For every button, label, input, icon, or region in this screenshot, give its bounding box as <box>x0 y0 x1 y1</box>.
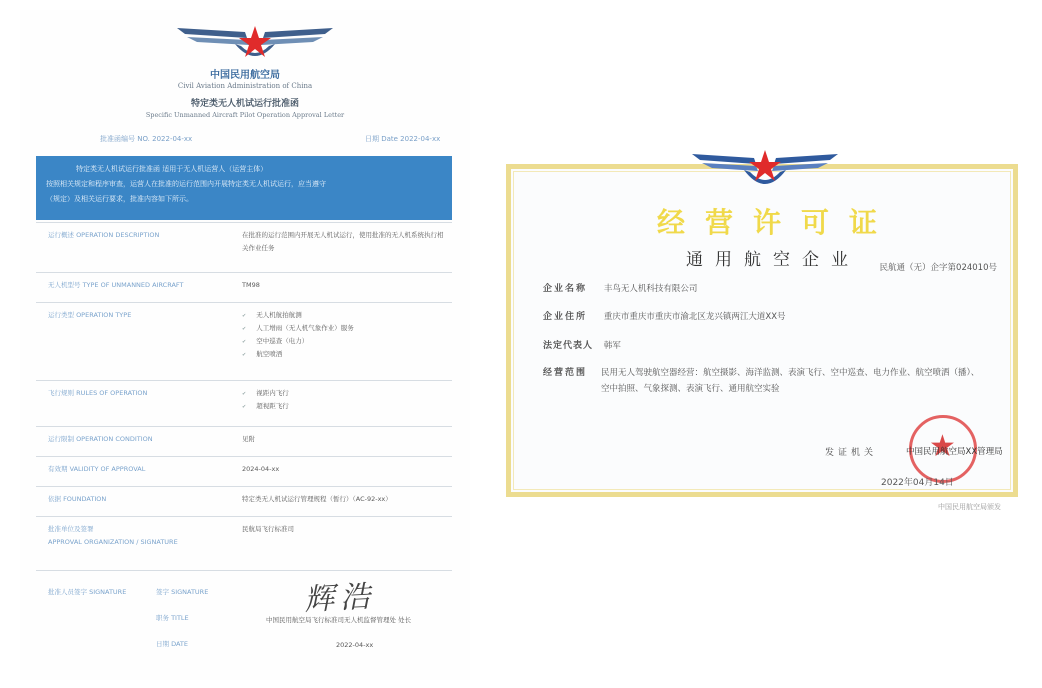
row-value: 2024-04-xx <box>242 465 280 473</box>
field-label: 经营范围 <box>543 368 588 378</box>
field-business-scope <box>543 365 981 397</box>
field-label: 法定代表人 <box>543 341 594 351</box>
row-label: 无人机型号 TYPE OF UNMANNED AIRCRAFT <box>48 281 184 289</box>
row-operation-type <box>36 302 452 380</box>
rules-list <box>242 387 447 413</box>
issue-date: 2022年04月14日 <box>881 478 954 488</box>
agency-name-cn: 中国民用航空局 <box>210 70 280 81</box>
intro-line: 按照相关规定和程序审查，运营人在批准的运行范围内开展特定类无人机试运行，应当遵守 <box>46 180 326 188</box>
issuer-name: 中国民用航空局XX管理局 <box>906 447 1003 457</box>
approval-number: 批准函编号 NO. 2022-04-xx <box>100 135 193 143</box>
row-validity <box>36 456 452 486</box>
row-value: 见附 <box>242 435 255 443</box>
row-label: 有效期 VALIDITY OF APPROVAL <box>48 465 146 473</box>
caac-wings-logo-icon <box>175 22 335 70</box>
field-company-address <box>543 309 786 322</box>
handwritten-signature: 辉浩 <box>303 579 378 618</box>
title-field-label: 职务 TITLE <box>156 614 189 622</box>
agency-name-en: Civil Aviation Administration of China <box>177 82 313 90</box>
row-label: 运行类型 OPERATION TYPE <box>48 311 132 319</box>
field-legal-representative <box>543 338 621 351</box>
row-label: 运行限制 OPERATION CONDITION <box>48 435 153 443</box>
list-item: ✔ 人工增雨（无人机气象作业）服务 <box>242 322 447 335</box>
field-value: 韩军 <box>603 341 621 351</box>
row-value: TM98 <box>242 281 260 289</box>
list-item: ✔ 空中巡查（电力） <box>242 335 447 348</box>
list-item: ✔ 超视距飞行 <box>242 400 447 413</box>
operating-license <box>506 164 1018 497</box>
uas-approval-letter <box>20 10 470 680</box>
signer-label: 批准人员签字 SIGNATURE <box>48 588 127 596</box>
row-operation-condition <box>36 426 452 456</box>
intro-box <box>36 156 452 220</box>
list-item: ✔ 航空喷洒 <box>242 348 447 361</box>
signature-block <box>36 570 452 670</box>
row-label: 批准单位及签署 APPROVAL ORGANIZATION / SIGNATURE <box>48 525 178 546</box>
row-rules-of-operation <box>36 380 452 426</box>
row-label: 飞行规则 RULES OF OPERATION <box>48 389 148 397</box>
certificate-title-cn: 特定类无人机试运行批准函 <box>190 99 299 109</box>
row-aircraft-type <box>36 272 452 302</box>
license-subtitle: 通用航空企业 <box>686 250 860 270</box>
date-field-label: 日期 DATE <box>156 640 188 648</box>
row-value: 特定类无人机试运行管理规程（暂行）（AC-92-xx） <box>242 495 392 503</box>
list-item: ✔ 无人机航拍航测 <box>242 309 447 322</box>
row-value: 民航局飞行标准司 <box>242 525 294 533</box>
intro-line: （规定）及相关运行要求，批准内容如下所示。 <box>46 195 193 203</box>
field-value: 重庆市重庆市重庆市渝北区龙兴镇两江大道XX号 <box>603 312 786 322</box>
license-footnote: 中国民用航空局颁发 <box>938 503 1001 511</box>
license-title: 经营许可证 <box>656 206 897 239</box>
approval-date: 日期 Date 2022-04-xx <box>365 135 441 143</box>
operation-type-list <box>242 309 447 361</box>
row-approval-organization <box>36 516 452 560</box>
row-label: 依据 FOUNDATION <box>48 495 107 503</box>
permit-number: 民航通（无）企字第024010号 <box>879 263 997 273</box>
field-label: 企业住所 <box>543 312 588 322</box>
certificate-title-en: Specific Unmanned Aircraft Pilot Operation Approval Letter <box>145 111 345 119</box>
field-company-name <box>543 281 697 294</box>
signature-date: 2022-04-xx <box>336 641 374 649</box>
field-value: 丰鸟无人机科技有限公司 <box>603 284 698 294</box>
signature-field-label: 签字 SIGNATURE <box>156 588 209 596</box>
row-label: 运行概述 OPERATION DESCRIPTION <box>48 231 160 239</box>
field-label: 企业名称 <box>543 284 588 294</box>
row-foundation <box>36 486 452 516</box>
issuer-label: 发证机关 <box>825 448 878 458</box>
row-value: 在批准的运行范围内开展无人机试运行，使用批准的无人机系统执行相关作业任务 <box>242 231 444 252</box>
field-value: 民用无人驾驶航空器经营：航空摄影、海洋监测、表演飞行、空中巡查、电力作业、航空喷洒（播）、空中拍照、气象探测、表演飞行、通用航空实验 <box>601 368 980 394</box>
signer-title: 中国民用航空局飞行标准司无人机监督管理处 处长 <box>266 616 412 624</box>
intro-line: 特定类无人机试运行批准函 适用于无人机运营人（运营主体） <box>76 165 268 173</box>
list-item: ✔ 视距内飞行 <box>242 387 447 400</box>
caac-wings-logo-icon <box>690 148 840 198</box>
row-operation-description <box>36 222 452 272</box>
red-star-icon: ★ <box>929 429 956 464</box>
